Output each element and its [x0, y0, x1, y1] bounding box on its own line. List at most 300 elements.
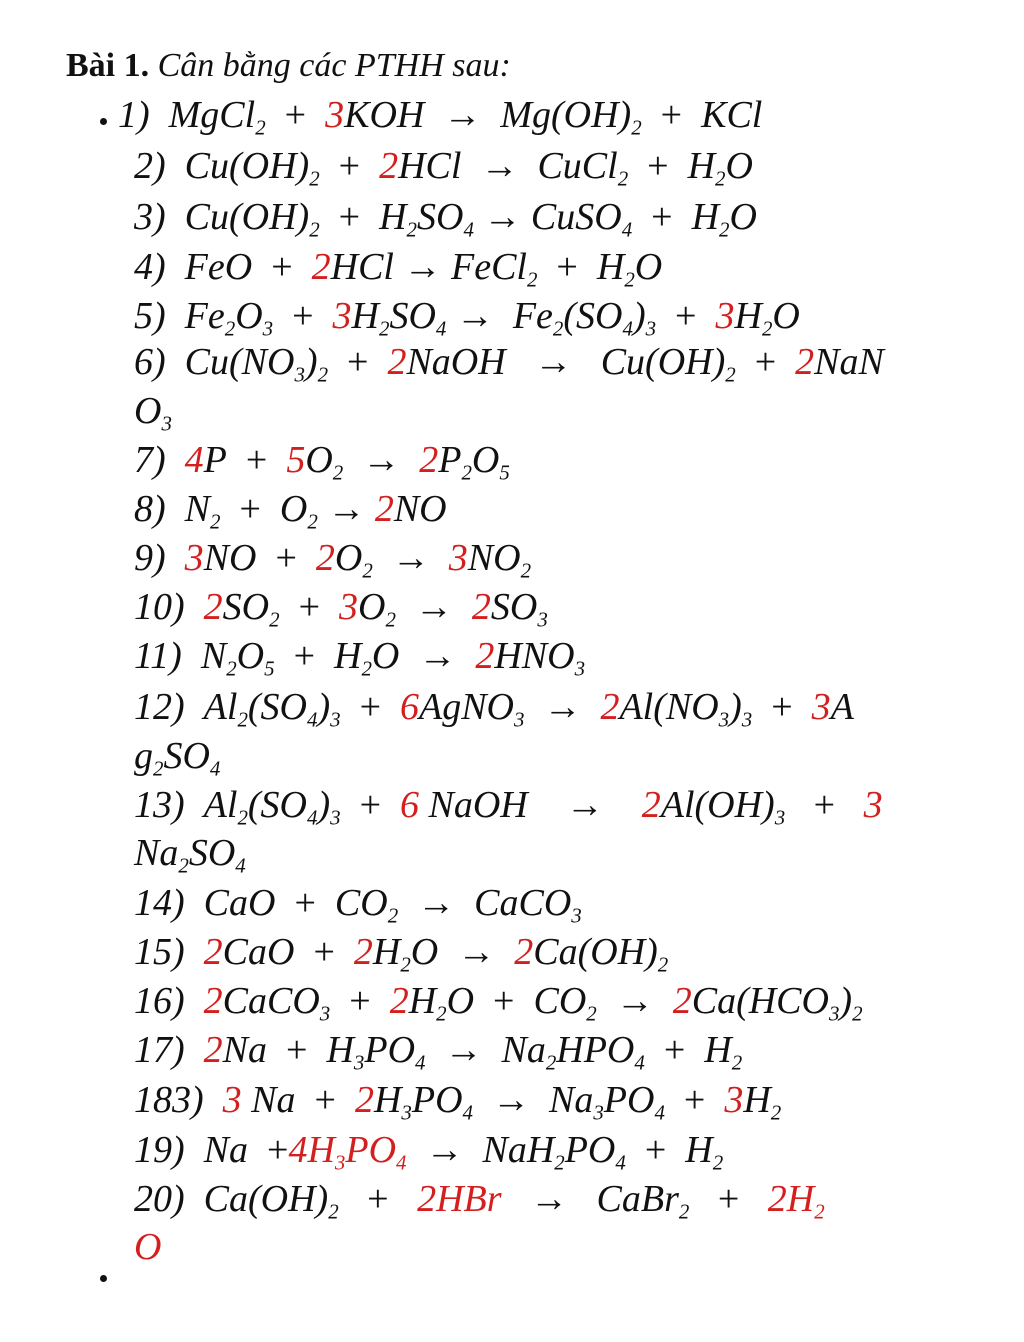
subscript: 2: [178, 853, 189, 878]
coefficient: 2: [475, 635, 495, 677]
formula-text: Na: [222, 1029, 268, 1071]
formula-text: NO: [467, 537, 521, 579]
subscript: 3: [262, 316, 274, 341]
coefficient: 3: [863, 784, 883, 826]
coefficient: 3: [325, 94, 345, 136]
formula-text: Ca(HCO: [691, 980, 829, 1022]
subscript: 2: [617, 166, 629, 191]
formula-text: O: [279, 488, 308, 530]
subscript: 2: [586, 1001, 597, 1026]
formula-text: HCl: [330, 246, 394, 288]
subscript: 3: [353, 1050, 365, 1075]
formula-text: +: [248, 1129, 289, 1171]
formula-text: (SO: [247, 784, 307, 826]
formula-text: HNO: [494, 635, 575, 677]
formula-text: CO: [533, 980, 587, 1022]
coefficient: 2: [353, 931, 373, 973]
coefficient: 2: [203, 1029, 223, 1071]
subscript: 2: [362, 558, 373, 583]
formula-text: O: [725, 145, 753, 187]
formula-text: Ca(OH): [533, 931, 658, 973]
formula-text: O: [729, 196, 757, 238]
equation-line: [134, 437, 510, 483]
formula-text: O: [334, 537, 363, 579]
formula-text: +: [752, 686, 812, 728]
formula-text: CuSO: [530, 196, 622, 238]
formula-text: +: [267, 1029, 327, 1071]
subscript: 2: [307, 509, 318, 534]
subscript: 2: [554, 1150, 565, 1175]
subscript: 2: [461, 460, 472, 485]
formula-text: Al: [203, 686, 238, 728]
formula-text: H: [596, 246, 625, 288]
coefficient: 3: [334, 1150, 346, 1175]
formula-text: →: [446, 295, 504, 337]
formula-text: SO: [389, 295, 436, 337]
coefficient: 3: [448, 537, 468, 579]
equation-line: [134, 633, 585, 679]
formula-text: →: [395, 586, 472, 628]
formula-text: 183): [134, 1079, 223, 1121]
formula-text: →: [372, 537, 449, 579]
formula-text: CaO: [222, 931, 295, 973]
formula-text: +: [632, 196, 692, 238]
formula-text: →: [343, 439, 420, 481]
coefficient: 5: [286, 439, 306, 481]
formula-text: H: [379, 196, 407, 238]
formula-text: (SO: [247, 686, 307, 728]
formula-text: Na: [134, 832, 179, 874]
formula-text: O: [358, 586, 386, 628]
subscript: 2: [400, 952, 411, 977]
formula-text: +: [274, 635, 334, 677]
formula-text: +: [330, 980, 390, 1022]
formula-text: 2): [134, 145, 185, 187]
coefficient: 2: [379, 145, 399, 187]
coefficient: 2: [600, 686, 620, 728]
coefficient: 2: [795, 341, 815, 383]
equation-line: [134, 1176, 825, 1222]
subscript: 3: [294, 362, 305, 387]
formula-text: Cu(OH): [184, 196, 310, 238]
formula-text: 15): [134, 931, 204, 973]
formula-text: Cu(OH): [184, 145, 310, 187]
coefficient: 2: [311, 246, 331, 288]
formula-text: 7): [134, 439, 185, 481]
formula-text: +: [689, 1178, 768, 1220]
formula-text: +: [294, 931, 354, 973]
equation-line: [134, 1077, 781, 1123]
formula-text: O: [634, 246, 663, 288]
formula-text: O: [371, 635, 400, 677]
formula-text: +: [474, 980, 534, 1022]
subscript: 2: [545, 1050, 557, 1075]
formula-text: O: [446, 980, 475, 1022]
equation-line: [134, 880, 582, 926]
formula-text: Cu(OH): [600, 341, 726, 383]
formula-text: +: [279, 586, 339, 628]
formula-text: Al(NO: [619, 686, 719, 728]
equation-line: [134, 684, 854, 730]
bullet-dot-1: [100, 118, 107, 125]
coefficient: 4: [288, 1129, 308, 1171]
subscript: 2: [361, 656, 372, 681]
formula-text: H: [334, 635, 362, 677]
formula-text: PO: [564, 1129, 616, 1171]
equation-line: [134, 293, 800, 339]
equation-line: [134, 244, 662, 290]
formula-text: H: [685, 1129, 713, 1171]
exercise-heading: [66, 46, 511, 86]
formula-text: SO: [490, 586, 538, 628]
subscript: 4: [235, 853, 246, 878]
formula-text: →: [317, 488, 375, 530]
subscript: 4: [621, 217, 633, 242]
formula-text: CO: [334, 882, 388, 924]
coefficient: 3: [222, 1079, 252, 1121]
formula-text: Mg(OH): [500, 94, 632, 136]
formula-text: Na: [203, 1129, 249, 1171]
subscript: 2: [309, 166, 320, 191]
coefficient: 2: [203, 980, 223, 1022]
formula-text: +: [340, 784, 400, 826]
formula-text: +: [226, 439, 287, 481]
subscript: 2: [387, 903, 399, 928]
formula-text: →: [425, 1029, 502, 1071]
formula-text: g: [134, 735, 153, 777]
formula-text: P: [438, 439, 462, 481]
formula-text: +: [220, 488, 280, 530]
subscript: 2: [378, 316, 390, 341]
subscript: 3: [537, 607, 548, 632]
formula-text: →: [501, 1178, 597, 1220]
subscript: 2: [224, 316, 236, 341]
subscript: 2: [770, 1100, 782, 1125]
formula-text: Fe: [184, 295, 225, 337]
equation-line: [134, 535, 531, 581]
subscript: 2: [309, 217, 320, 242]
subscript: 2: [255, 115, 266, 140]
coefficient: HBr: [436, 1178, 502, 1220]
subscript: 2: [552, 316, 564, 341]
formula-text: 20): [134, 1178, 204, 1220]
formula-text: 5): [134, 295, 185, 337]
coefficient: 2: [814, 1199, 825, 1224]
formula-text: Ca(OH): [203, 1178, 329, 1220]
formula-text: 4): [134, 246, 185, 288]
formula-text: 9): [134, 537, 185, 579]
formula-text: 12): [134, 686, 204, 728]
formula-text: AgNO: [419, 686, 514, 728]
equation-line: [134, 733, 220, 779]
coefficient: H: [786, 1178, 815, 1220]
formula-text: SO: [188, 832, 236, 874]
equation-line: [134, 929, 668, 975]
subscript: 3: [828, 1001, 840, 1026]
subscript: 4: [622, 316, 633, 341]
formula-text: +: [319, 145, 380, 187]
subscript: 4: [463, 217, 474, 242]
formula-text: Na: [548, 1079, 594, 1121]
formula-text: H: [704, 1029, 732, 1071]
formula-text: CuCl: [537, 145, 618, 187]
formula-text: A: [830, 686, 854, 728]
formula-text: 8): [134, 488, 185, 530]
formula-text: CaCO: [474, 882, 572, 924]
formula-text: +: [785, 784, 864, 826]
subscript: 3: [574, 656, 586, 681]
subscript: 2: [406, 217, 417, 242]
formula-text: H: [743, 1079, 771, 1121]
formula-text: 1): [118, 94, 169, 136]
formula-text: SO: [222, 586, 270, 628]
formula-text: 14): [134, 882, 204, 924]
equation-line: [134, 830, 246, 876]
subscript: 4: [209, 756, 221, 781]
formula-text: +: [295, 1079, 355, 1121]
subscript: 3: [741, 707, 753, 732]
subscript: 3: [161, 411, 172, 436]
formula-text: +: [265, 94, 326, 136]
formula-text: O: [236, 635, 265, 677]
subscript: 2: [624, 267, 635, 292]
formula-text: →: [505, 341, 601, 383]
coefficient: 2: [419, 439, 439, 481]
subscript: 4: [307, 805, 318, 830]
subscript: 4: [415, 1050, 426, 1075]
formula-text: PO: [364, 1029, 416, 1071]
formula-text: 13): [134, 784, 204, 826]
formula-text: →: [398, 882, 475, 924]
formula-text: Fe: [503, 295, 553, 337]
formula-text: O: [235, 295, 263, 337]
coefficient: 2: [514, 931, 534, 973]
subscript: 4: [634, 1050, 645, 1075]
bullet-dot-2: [100, 1275, 107, 1282]
formula-text: →: [472, 1079, 549, 1121]
formula-text: →: [596, 980, 673, 1022]
coefficient: 6: [400, 784, 429, 826]
subscript: 2: [719, 217, 730, 242]
formula-text: →: [527, 784, 642, 826]
subscript: 2: [678, 1199, 690, 1224]
formula-text: +: [625, 1129, 686, 1171]
formula-text: ): [839, 980, 853, 1022]
formula-text: +: [273, 295, 333, 337]
subscript: 2: [385, 607, 396, 632]
formula-text: +: [537, 246, 597, 288]
formula-text: NO: [203, 537, 257, 579]
formula-text: +: [275, 882, 335, 924]
subscript: 2: [226, 656, 237, 681]
formula-text: H: [372, 931, 401, 973]
coefficient: 2: [354, 1079, 374, 1121]
formula-text: +: [338, 1178, 418, 1220]
formula-text: H: [326, 1029, 354, 1071]
coefficient: 2: [389, 980, 409, 1022]
formula-text: HPO: [556, 1029, 635, 1071]
subscript: 4: [435, 316, 447, 341]
subscript: 2: [526, 267, 538, 292]
formula-text: +: [256, 537, 316, 579]
formula-text: NaH: [482, 1129, 555, 1171]
coefficient: 3: [811, 686, 831, 728]
coefficient: 2: [203, 931, 223, 973]
coefficient: 2: [672, 980, 692, 1022]
formula-text: KOH: [344, 94, 425, 136]
formula-text: NaOH: [406, 341, 506, 383]
subscript: 3: [319, 1001, 331, 1026]
coefficient: 2: [374, 488, 394, 530]
subscript: 5: [264, 656, 275, 681]
formula-text: NaN: [814, 341, 884, 383]
exercise-number: Bài 1.: [66, 47, 150, 84]
coefficient: 3: [724, 1079, 744, 1121]
formula-text: 6): [134, 341, 185, 383]
formula-text: ): [317, 686, 331, 728]
formula-text: N: [184, 488, 211, 530]
subscript: 3: [718, 707, 730, 732]
formula-text: SO: [417, 196, 464, 238]
equation-line: [134, 584, 548, 630]
subscript: 3: [514, 707, 525, 732]
formula-text: H: [351, 295, 379, 337]
formula-text: O: [134, 390, 162, 432]
subscript: 3: [593, 1100, 604, 1125]
coefficient: PO: [345, 1129, 397, 1171]
subscript: 2: [210, 509, 221, 534]
formula-text: H: [687, 145, 716, 187]
equation-line: [134, 782, 883, 828]
coefficient: 2: [767, 1178, 787, 1220]
formula-text: PO: [411, 1079, 463, 1121]
coefficient: H: [307, 1129, 335, 1171]
subscript: 4: [654, 1100, 665, 1125]
formula-text: H: [734, 295, 762, 337]
subscript: 3: [401, 1100, 412, 1125]
formula-text: Na: [501, 1029, 546, 1071]
coefficient: 4: [184, 439, 204, 481]
formula-text: →: [473, 196, 531, 238]
formula-text: +: [641, 94, 702, 136]
formula-text: +: [644, 1029, 705, 1071]
coefficient: 3: [715, 295, 735, 337]
formula-text: O: [305, 439, 333, 481]
formula-text: H: [408, 980, 437, 1022]
subscript: 2: [237, 805, 248, 830]
equation-line: [134, 388, 172, 434]
formula-text: +: [664, 1079, 725, 1121]
formula-text: O: [471, 439, 500, 481]
coefficient: 3: [339, 586, 358, 628]
formula-text: NaOH: [428, 784, 528, 826]
formula-text: FeO: [184, 246, 253, 288]
subscript: 2: [631, 115, 642, 140]
coefficient: 4: [396, 1150, 407, 1175]
formula-text: 17): [134, 1029, 204, 1071]
subscript: 2: [715, 166, 726, 191]
formula-text: 16): [134, 980, 204, 1022]
formula-text: PO: [603, 1079, 655, 1121]
formula-text: MgCl: [168, 94, 256, 136]
formula-text: 19): [134, 1129, 204, 1171]
formula-text: ): [729, 686, 742, 728]
formula-text: +: [328, 341, 388, 383]
formula-text: HCl: [398, 145, 462, 187]
formula-text: H: [691, 196, 720, 238]
formula-text: →: [406, 1129, 483, 1171]
formula-text: +: [340, 686, 400, 728]
coefficient: 3: [184, 537, 204, 579]
formula-text: FeCl: [450, 246, 527, 288]
formula-text: O: [772, 295, 800, 337]
formula-text: CaO: [203, 882, 276, 924]
formula-text: Cu(NO: [184, 341, 295, 383]
equation-line: [134, 978, 863, 1024]
formula-text: →: [461, 145, 538, 187]
coefficient: 2: [387, 341, 407, 383]
equation-line: [118, 92, 762, 138]
formula-text: →: [438, 931, 515, 973]
formula-text: →: [524, 686, 601, 728]
formula-text: 11): [134, 635, 201, 677]
formula-text: +: [319, 196, 380, 238]
subscript: 3: [330, 707, 341, 732]
equation-line: [134, 1224, 161, 1270]
coefficient: 2: [203, 586, 223, 628]
coefficient: 6: [400, 686, 419, 728]
formula-text: →: [399, 635, 476, 677]
formula-text: NO: [393, 488, 447, 530]
formula-text: Al(OH): [660, 784, 775, 826]
formula-text: Al: [203, 784, 238, 826]
formula-text: ): [304, 341, 318, 383]
subscript: 2: [332, 460, 344, 485]
coefficient: 2: [641, 784, 661, 826]
subscript: 2: [761, 316, 773, 341]
subscript: 2: [712, 1150, 724, 1175]
coefficient: O: [134, 1226, 162, 1268]
formula-text: →: [393, 246, 451, 288]
coefficient: 2: [417, 1178, 437, 1220]
subscript: 4: [462, 1100, 473, 1125]
subscript: 4: [307, 707, 318, 732]
subscript: 2: [269, 607, 280, 632]
subscript: 2: [317, 362, 329, 387]
subscript: 4: [615, 1150, 626, 1175]
formula-text: →: [424, 94, 501, 136]
subscript: 2: [237, 707, 248, 732]
subscript: 2: [725, 362, 736, 387]
formula-text: N: [200, 635, 227, 677]
subscript: 3: [774, 805, 786, 830]
formula-text: +: [252, 246, 312, 288]
subscript: 5: [499, 460, 510, 485]
formula-text: ): [317, 784, 331, 826]
formula-text: 10): [134, 586, 204, 628]
formula-text: 3): [134, 196, 185, 238]
equation-line: [134, 1027, 742, 1073]
formula-text: SO: [163, 735, 210, 777]
subscript: 2: [657, 952, 669, 977]
equation-line: [134, 486, 447, 532]
formula-text: (SO: [563, 295, 623, 337]
formula-text: CaCO: [222, 980, 320, 1022]
equation-line: [134, 194, 757, 240]
subscript: 3: [330, 805, 341, 830]
subscript: 2: [328, 1199, 339, 1224]
subscript: 2: [731, 1050, 743, 1075]
